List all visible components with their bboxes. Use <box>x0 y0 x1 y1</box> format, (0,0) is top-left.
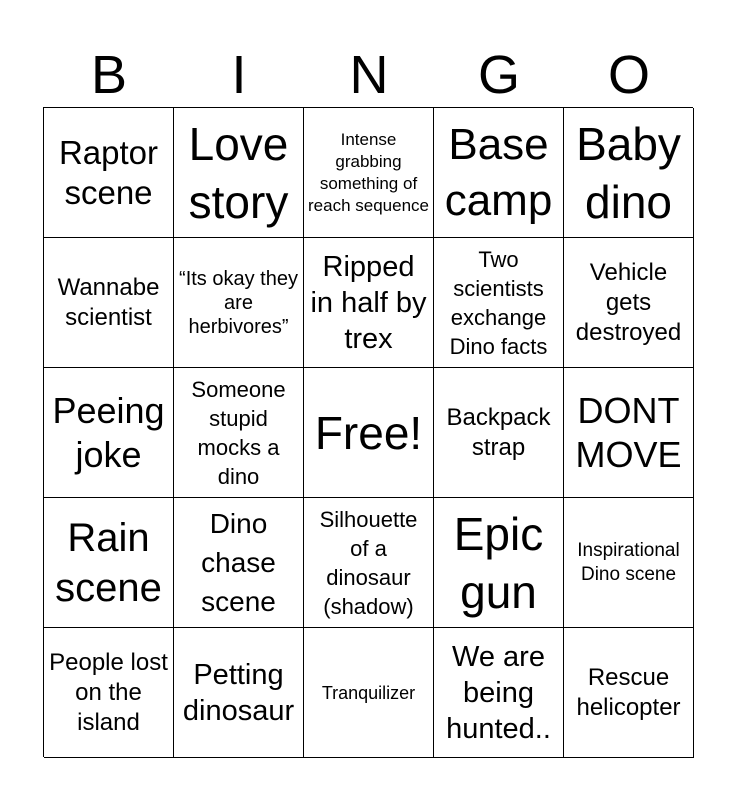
header-letter-n: N <box>349 45 389 105</box>
cell-text: Peeing joke <box>52 389 165 475</box>
bingo-cell[interactable] <box>44 498 174 628</box>
bingo-cell[interactable] <box>304 498 434 628</box>
bingo-cell[interactable] <box>564 498 694 628</box>
bingo-cell[interactable] <box>564 628 694 758</box>
bingo-cell[interactable] <box>174 368 304 498</box>
bingo-cell[interactable] <box>434 498 564 628</box>
cell-text: Vehicle gets destroyed <box>575 258 682 346</box>
bingo-cell[interactable] <box>174 498 304 628</box>
bingo-cell[interactable] <box>44 368 174 498</box>
bingo-cell[interactable] <box>304 238 434 368</box>
cell-text: Rain scene <box>55 515 162 610</box>
cell-text: We are being hunted.. <box>446 640 551 745</box>
bingo-cell[interactable] <box>434 238 564 368</box>
header-letter-i: I <box>231 45 247 105</box>
cell-text: Ripped in half by trex <box>310 250 427 355</box>
cell-text: Dino chase scene <box>201 508 276 617</box>
bingo-cell[interactable] <box>174 238 304 368</box>
cell-text: Backpack strap <box>446 403 551 461</box>
bingo-cell[interactable] <box>174 628 304 758</box>
bingo-header <box>44 44 694 106</box>
header-letter-g: G <box>477 45 520 105</box>
cell-text: Base camp <box>444 119 553 225</box>
bingo-cell[interactable] <box>44 238 174 368</box>
cell-text: Epic gun <box>453 507 544 618</box>
cell-text: Someone stupid mocks a dino <box>191 376 286 489</box>
cell-text: DONT MOVE <box>575 389 682 475</box>
bingo-cell[interactable] <box>434 368 564 498</box>
bingo-cell[interactable] <box>304 368 434 498</box>
header-letter-b: B <box>90 45 128 105</box>
cell-text: Inspirational Dino scene <box>577 539 680 585</box>
cell-text: Two scientists exchange Dino facts <box>449 246 548 359</box>
bingo-cell[interactable] <box>44 628 174 758</box>
bingo-cell[interactable] <box>304 628 434 758</box>
bingo-cell[interactable] <box>304 108 434 238</box>
cell-text: Tranquilizer <box>321 682 416 703</box>
cell-text: Love story <box>188 117 289 228</box>
cell-text: “Its okay they are herbivores” <box>179 267 298 338</box>
cell-text: Petting dinosaur <box>182 658 295 727</box>
cell-text: Rescue helicopter <box>576 663 681 721</box>
cell-text: Wannabe scientist <box>57 273 160 331</box>
bingo-cell[interactable] <box>564 368 694 498</box>
bingo-cell[interactable] <box>434 628 564 758</box>
cell-text: Silhouette of a dinosaur (shadow) <box>319 506 418 619</box>
cell-text: Free! <box>314 406 423 459</box>
bingo-cell[interactable] <box>564 238 694 368</box>
bingo-cell[interactable] <box>564 108 694 238</box>
cell-text: People lost on the island <box>49 648 168 736</box>
header-letter-o: O <box>607 45 650 105</box>
cell-text: Baby dino <box>576 117 681 228</box>
cell-text: Intense grabbing something of reach sequence <box>308 129 429 215</box>
bingo-cell[interactable] <box>434 108 564 238</box>
bingo-cell[interactable] <box>174 108 304 238</box>
bingo-card-grid <box>43 107 693 757</box>
bingo-cell[interactable] <box>44 108 174 238</box>
cell-text: Raptor scene <box>58 133 159 211</box>
